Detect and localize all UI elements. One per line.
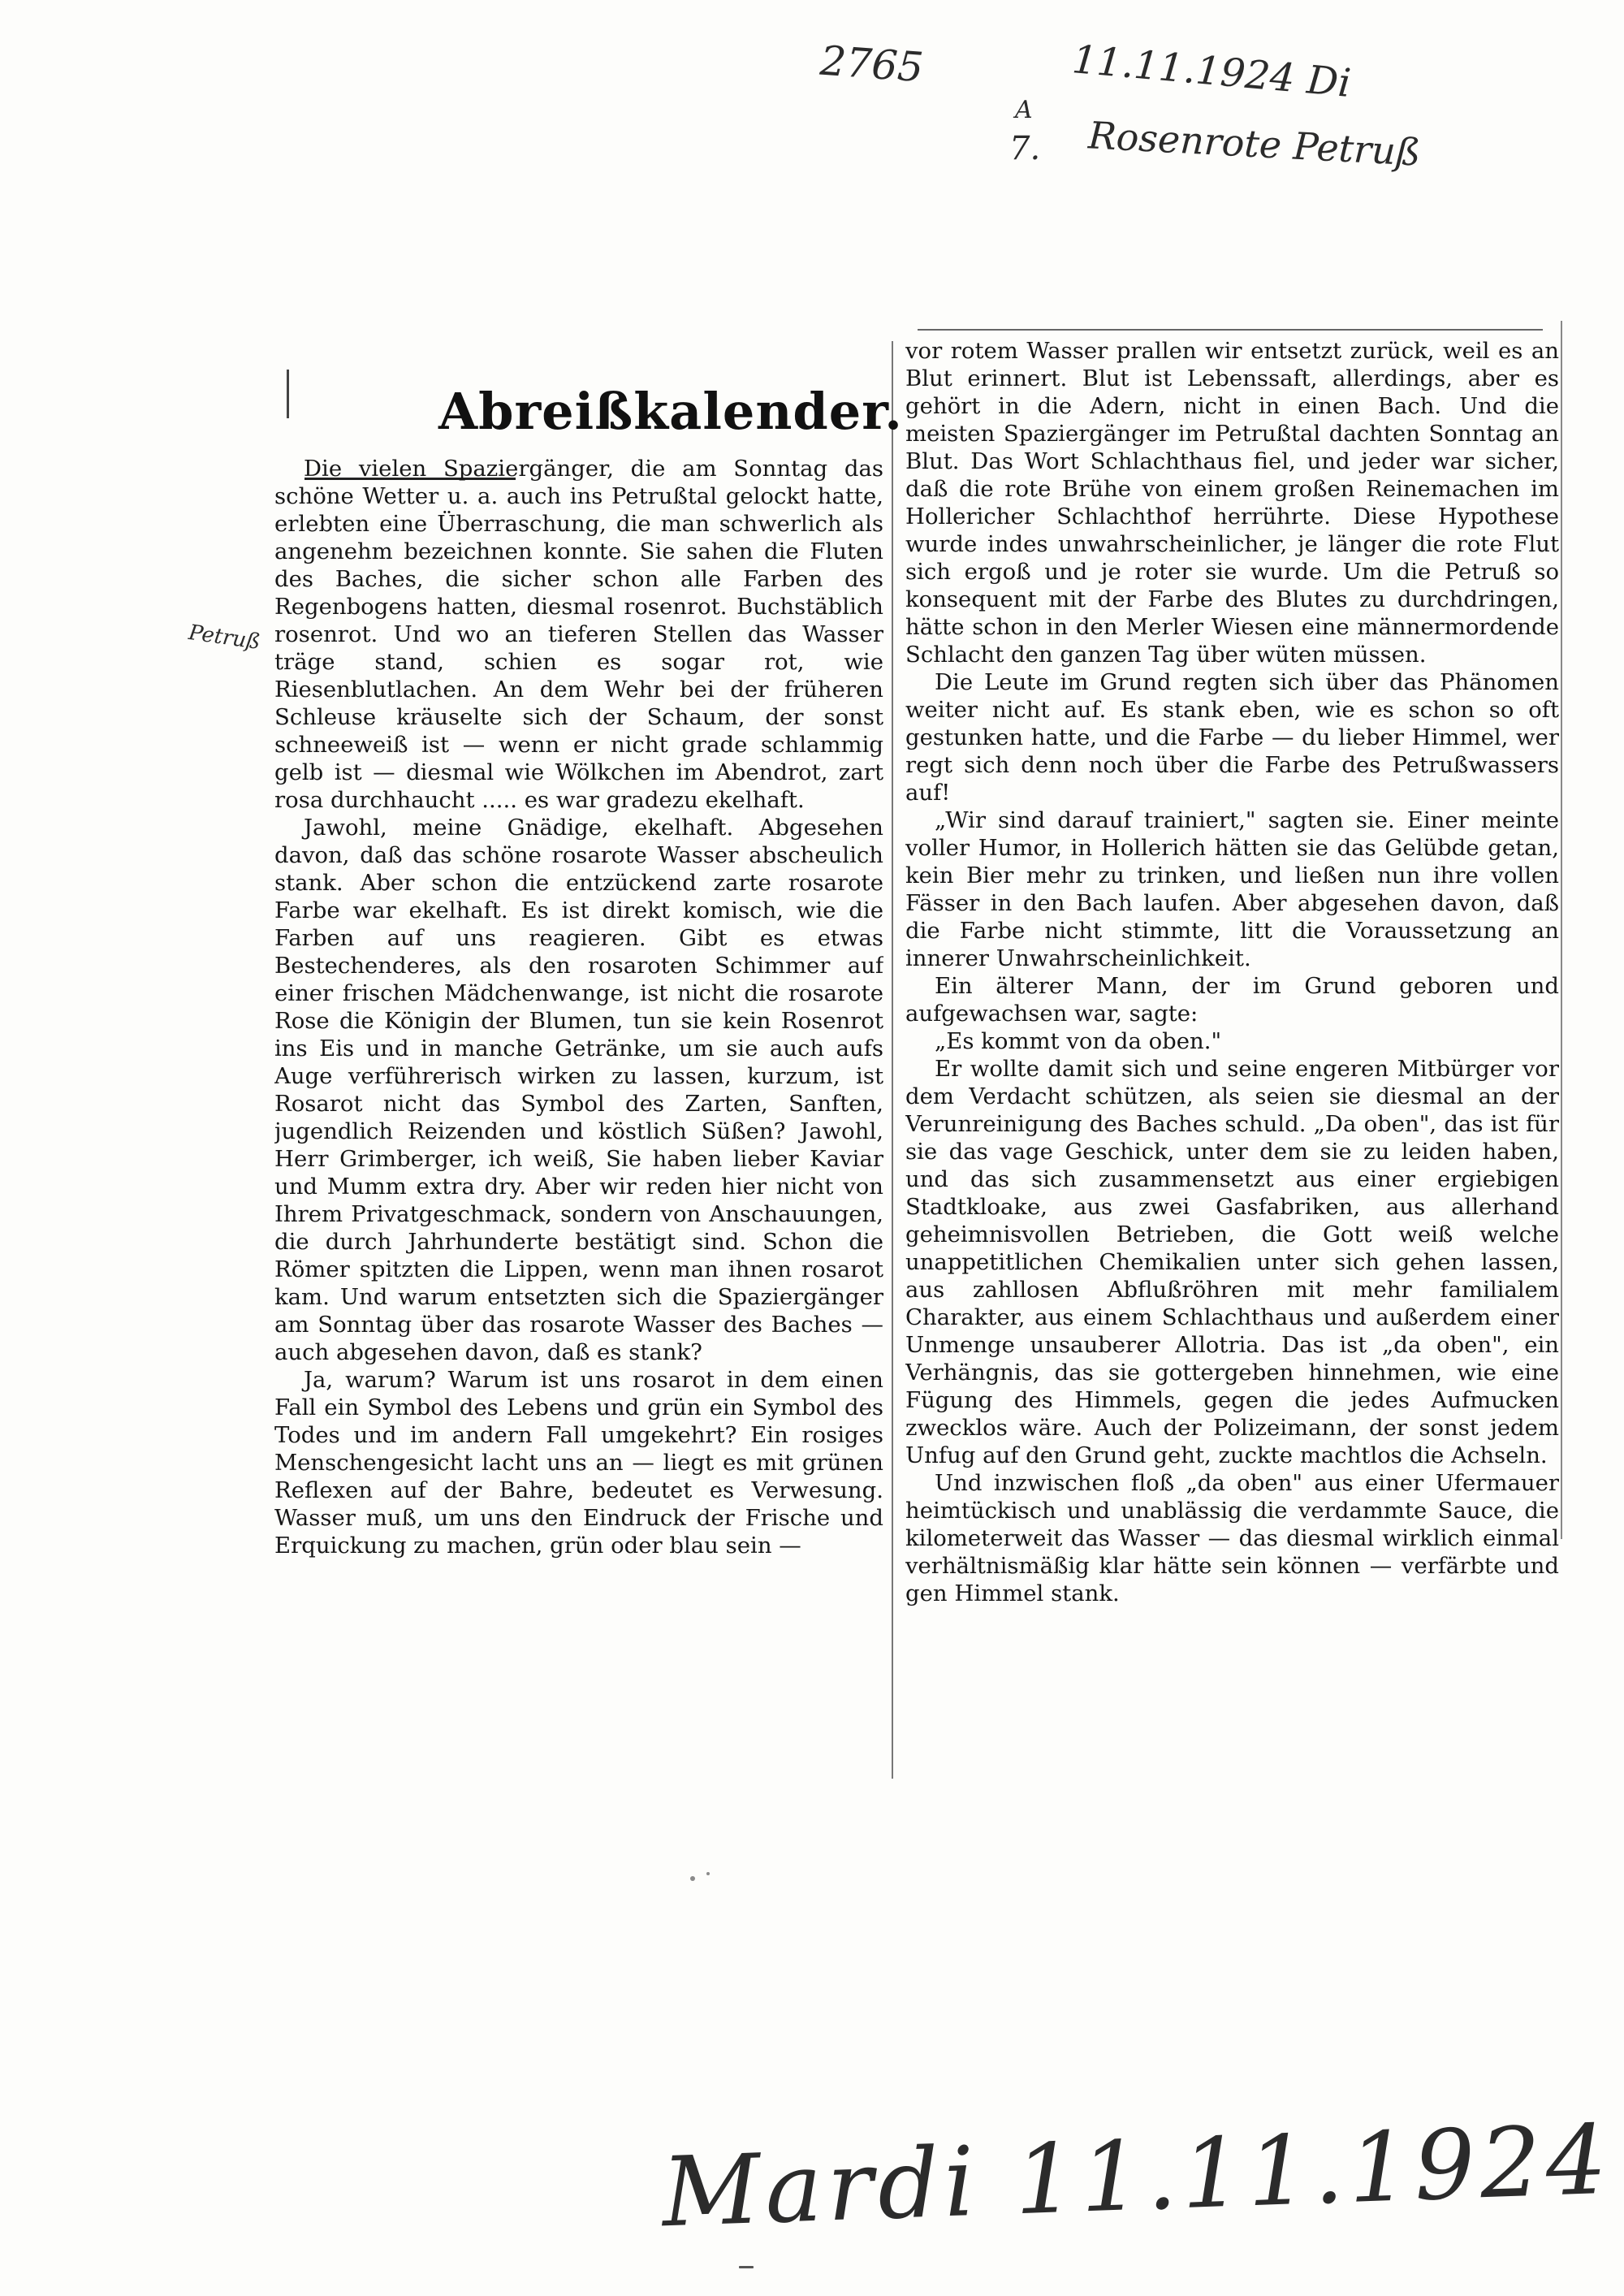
topic-label: Rosenrote Petruß: [1086, 113, 1422, 175]
paragraph: vor rotem Wasser prallen wir entsetzt zurück, weil es an Blut erinnert. Blut ist Lebenssaft, allerdings, aber es gehört in die Adern, nicht in einen Bach. Und die meisten Spaziergänger im Petrußtal dachten Sonntag an Blut. Das Wort Schlachthaus fiel, und jeder war sicher, daß die rote Brühe von einem großen Reinemachen im Hollericher Schlachthof herrührte. Diese Hypothese wurde indes unwahrscheinlicher, je länger die rote Flut sich ergoß und je roter sie wurde. Um die Petruß so konsequent mit der Farbe des Blutes zu durchdringen, hätte schon in den Merler Wiesen eine männermordende Schlacht den ganzen Tag über wüten müssen.: [905, 338, 1559, 668]
column-divider: [892, 341, 893, 1779]
paragraph: Ein älterer Mann, der im Grund geboren und aufgewachsen war, sagte:: [905, 973, 1559, 1027]
clipping-left-edge: [287, 370, 289, 418]
paragraph: „Es kommt von da oben.": [935, 1028, 1222, 1054]
item-number: 7.: [1009, 130, 1041, 167]
scan-mark: [739, 2266, 754, 2268]
paragraph: Jawohl, meine Gnädige, ekelhaft. Abgesehen davon, daß das schöne rosarote Wasser abscheulich stank. Aber schon die entzückend zarte rosarote Farbe war ekelhaft. Es ist direkt komisch, wie die Farben auf uns reagieren. Gibt es etwas Bestechenderes, als den rosaroten Schimmer auf einer frischen Mädchenwange, ist nicht die rosarote Rose die Königin der Blumen, tun sie kein Rosenrot ins Eis und in manche Getränke, um sie auch aufs Auge verführerisch wirken zu lassen, kurzum, ist Rosarot nicht das Symbol des Zarten, Sanften, jugendlich Reizenden und köstlich Süßen? Jawohl, Herr Grimberger, ich weiß, Sie haben lieber Kaviar und Mumm extra dry. Aber wir reden hier nicht von Ihrem Privatgeschmack, sondern von Anschauungen, die durch Jahrhunderte bestätigt sind. Schon die Römer spitzten die Lippen, wenn man ihnen rosarot kam. Und warum entsetzten sich die Spaziergänger am Sonntag über das rosarote Wasser des Baches — auch abgesehen davon, daß es stank?: [274, 815, 883, 1365]
archive-number: 2765: [818, 37, 926, 92]
superscript-letter: A: [1015, 96, 1033, 124]
archive-date: 11.11.1924 Di: [1070, 37, 1353, 106]
article-right-column: [905, 337, 1559, 1766]
paragraph: Er wollte damit sich und seine engeren Mitbürger vor dem Verdacht schützen, als seien sie diesmal an der Verunreinigung des Baches schuld. „Da oben", das ist für sie das vage Geschick, unter dem sie zu leiden haben, und das sich zusammensetzt aus einer ergiebigen Stadtkloake, aus zwei Gasfabriken, aus allerhand geheimnisvollen Betrieben, die Gott weiß welche unappetitlichen Chemikalien unter sich gehen lassen, aus zahllosen Abflußröhren mit mehr familialem Charakter, aus einem Schlachthaus und außerdem einer Unmenge unsauberer Allotria. Das ist „da oben", ein Verhängnis, das sie gottergeben hinnehmen, wie eine Fügung des Himmels, gegen die jedes Aufmucken zwecklos wäre. Auch der Polizeimann, der sonst jedem Unfug auf den Grund geht, zuckte machtlos die Achseln.: [905, 1056, 1559, 1468]
paragraph: Die vielen Spaziergänger, die am Sonntag das schöne Wetter u. a. auch ins Petrußtal gelockt hatte, erlebten eine Überraschung, die man schwerlich als angenehm bezeichnen konnte. Sie sahen die Fluten des Baches, die sicher schon alle Farben des Regenbogens hatten, diesmal rosenrot. Buchstäblich rosenrot. Und wo an tieferen Stellen das Wasser träge stand, schien es sogar rot, wie Riesenblutlachen. An dem Wehr bei der früheren Schleuse kräuselte sich der Schaum, der sonst schneeweiß ist — wenn er nicht grade schlammig gelb ist — diesmal wie Wölkchen im Abendrot, zart rosa durchhaucht ..... es war gradezu ekelhaft.: [274, 456, 883, 813]
paragraph: Die Leute im Grund regten sich über das Phänomen weiter nicht auf. Es stank eben, wie es schon so oft gestunken hatte, und die Farbe — du lieber Himmel, wer regt sich denn noch über die Farbe des Petrußwassers auf!: [905, 669, 1559, 806]
paragraph: Ja, warum? Warum ist uns rosarot in dem einen Fall ein Symbol des Lebens und grün ein Symbol des Todes und im andern Fall umgekehrt? Ein rosiges Menschengesicht lacht uns an — liegt es mit grünen Reflexen auf der Bahre, bedeutet es Verwesung. Wasser muß, um uns den Eindruck der Frische und Erquickung zu machen, grün oder blau sein —: [274, 1367, 883, 1559]
clipping-top-edge: [918, 329, 1543, 331]
scan-speck: [706, 1872, 710, 1875]
margin-note: Petruß: [187, 620, 262, 655]
article-left-column: [274, 455, 883, 1632]
clipping-right-edge: [1561, 321, 1562, 1539]
scan-speck: [690, 1876, 695, 1881]
article-heading: Abreißkalender.: [438, 382, 903, 441]
footer-date: Mardi 11.11.1924: [659, 2103, 1614, 2249]
paragraph: „Wir sind darauf trainiert," sagten sie. Einer meinte voller Humor, in Hollerich hätten sie das Gelübde getan, kein Bier mehr zu trinken, und ließen nun ihre vollen Fässer in den Bach laufen. Aber abgesehen davon, daß die Farbe nicht stimmte, litt die Voraussetzung an innerer Unwahrscheinlichkeit.: [905, 807, 1559, 971]
paragraph: Und inzwischen floß „da oben" aus einer Ufermauer heimtückisch und unablässig die verdammte Sauce, die kilometerweit das Wasser — das diesmal wirklich einmal verhältnismäßig klar hätte sein können — verfärbte und gen Himmel stank.: [905, 1470, 1559, 1606]
